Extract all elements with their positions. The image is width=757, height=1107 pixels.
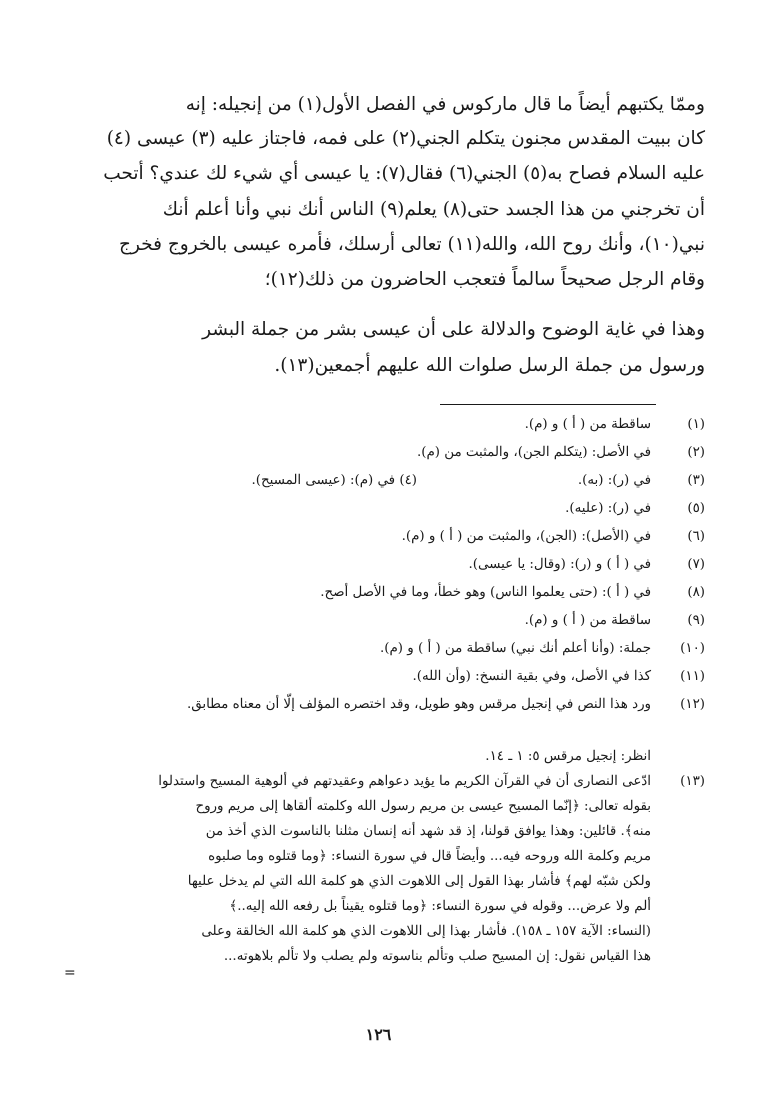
continuation-mark: = <box>64 965 76 981</box>
main-text-line-6: وقام الرجل صحيحاً سالماً فتعجب الحاضرون من ذلك(١٢)؛ <box>264 269 705 290</box>
main-text-line-3: عليه السلام فصاح به(٥) الجني(٦) فقال(٧): يا عيسى أي شيء لك عندي؟ أتحب <box>103 163 705 184</box>
main-text-line-4: أن تخرجني من هذا الجسد حتى(٨) يعلم(٩) الناس أنك نبي وأنا أعلم أنك <box>162 199 705 220</box>
footnote-number: (١) <box>687 417 705 432</box>
footnote-number: (٢) <box>687 445 705 460</box>
footnote-number: (٥) <box>687 501 705 516</box>
footnote-number: (١٣) <box>680 774 705 789</box>
footnote-text: ورد هذا النص في إنجيل مرقس وهو طويل، وقد اختصره المؤلف إلّا أن معناه مطابق. <box>186 697 651 712</box>
footnote-13-line: ادّعى النصارى أن في القرآن الكريم ما يؤيد دعواهم وعقيدتهم في ألوهية المسيح واستدلوا <box>158 774 651 789</box>
footnote-13-line: هذا القياس نقول: إن المسيح صلب وتألم بناسوته ولم يصلب ولا تألم بلاهوته... <box>223 949 651 964</box>
footnote-number: (٧) <box>687 557 705 572</box>
main-text-line-1: وممّا يكتبهم أيضاً ما قال ماركوس في الفصل الأول(١) من إنجيله: إنه <box>185 94 705 115</box>
footnote-text: كذا في الأصل، وفي بقية النسخ: (وأن الله). <box>412 669 651 684</box>
footnote-text: جملة: (وأنا أعلم أنك نبي) ساقطة من ( أ ) و (م). <box>380 641 651 656</box>
footnote-13-line: منه﴾. قائلين: وهذا يوافق قولنا، إذ قد شهد أنه إنسان مثلنا بالناسوت الذي أخذ من <box>205 824 651 839</box>
footnote-number: (١٢) <box>680 697 705 712</box>
footnote-number: (١٠) <box>680 641 705 656</box>
footnote-number: (٩) <box>687 613 705 628</box>
footnote-number: (٣) <box>687 473 705 488</box>
main-text-line-2: كان ببيت المقدس مجنون يتكلم الجني(٢) على فمه، فاجتاز عليه (٣) عيسى (٤) <box>106 128 705 149</box>
footnote-text: في (ر): (به). <box>577 473 651 488</box>
footnote-text: ساقطة من ( أ ) و (م). <box>524 613 651 628</box>
main-text-line-7: وهذا في غاية الوضوح والدلالة على أن عيسى بشر من جملة البشر <box>202 319 705 340</box>
footnote-text-continued: انظر: إنجيل مرقس ٥: ١ ـ ١٤. <box>485 749 651 764</box>
main-text-line-5: نبي(١٠)، وأنك روح الله، والله(١١) تعالى أرسلك، فأمره عيسى بالخروج فخرج <box>119 234 705 255</box>
footnote-13-line: بقوله تعالى: ﴿إنّما المسيح عيسى بن مريم رسول الله وكلمته ألقاها إلى مريم وروح <box>195 799 651 814</box>
footnote-text-inline: (٤) في (م): (عيسى المسيح). <box>251 473 417 488</box>
footnote-13-line: (النساء: الآية ١٥٧ ـ ١٥٨). فأشار بهذا إلى اللاهوت الذي هو كلمة الله الخالقة وعلى <box>201 924 651 939</box>
footnote-number: (١١) <box>680 669 705 684</box>
footnote-13-line: ألم ولا عرض... وقوله في سورة النساء: ﴿وما قتلوه يقيناً بل رفعه الله إليه..﴾ <box>229 899 651 914</box>
footnote-text: في ( أ ): (حتى يعلموا الناس) وهو خطأ، وما في الأصل أصح. <box>320 585 651 600</box>
footnote-13-line: مريم وكلمة الله وروحه فيه... وأيضاً قال في سورة النساء: ﴿وما قتلوه وما صلبوه <box>208 849 651 864</box>
footnote-13-line: ولكن شبّه لهم﴾ فأشار بهذا القول إلى اللاهوت الذي هو كلمة الله التي لم يدخل عليها <box>187 874 651 889</box>
footnote-text: في (ر): (عليه). <box>565 501 651 516</box>
footnote-number: (٨) <box>687 585 705 600</box>
footnote-number: (٦) <box>687 529 705 544</box>
footnote-text: في الأصل: (يتكلم الجن)، والمثبت من (م). <box>417 445 651 460</box>
footnote-text: في (الأصل): (الجن)، والمثبت من ( أ ) و (م). <box>401 529 651 544</box>
footnote-separator <box>440 404 656 405</box>
main-text-line-8: ورسول من جملة الرسل صلوات الله عليهم أجمعين(١٣). <box>274 355 705 376</box>
footnote-text: ساقطة من ( أ ) و (م). <box>524 417 651 432</box>
footnote-text: في ( أ ) و (ر): (وقال: يا عيسى). <box>468 557 651 572</box>
page-number: ١٢٦ <box>365 1025 392 1044</box>
